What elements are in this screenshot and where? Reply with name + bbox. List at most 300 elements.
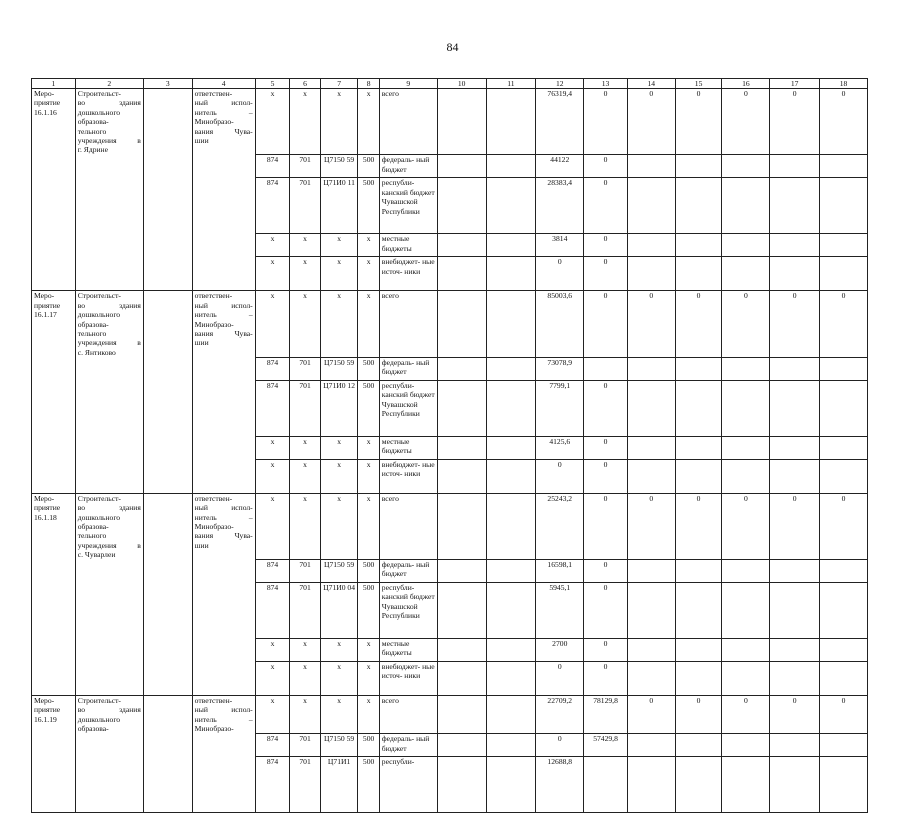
object-name-line: во здания — [77, 300, 141, 310]
executor-line: шии — [194, 338, 209, 348]
executor-line: Минобразо- — [194, 319, 234, 329]
empty-cell — [143, 178, 192, 234]
value-cell — [627, 234, 675, 257]
target-article-cell: х — [320, 436, 358, 459]
funding-source-cell: местные бюджеты — [379, 639, 437, 662]
table-row — [32, 436, 868, 459]
value-cell — [722, 560, 770, 583]
expense-type-cell: х — [358, 291, 379, 357]
object-name-cell — [75, 357, 143, 380]
value-cell: 0 — [627, 493, 675, 559]
value-cell: 0 — [584, 459, 628, 493]
value-cell: 0 — [536, 662, 584, 696]
section-cell: х — [290, 459, 321, 493]
column-number: 13 — [584, 79, 628, 89]
value-cell: 73078,9 — [536, 357, 584, 380]
value-cell — [820, 662, 868, 696]
value-cell — [486, 459, 536, 493]
value-cell — [486, 493, 536, 559]
object-name-cell — [75, 757, 143, 813]
empty-cell — [143, 639, 192, 662]
expense-type-cell: 500 — [358, 757, 379, 813]
table-row — [32, 696, 868, 734]
column-number: 10 — [437, 79, 486, 89]
value-cell — [770, 560, 820, 583]
value-cell: 0 — [584, 155, 628, 178]
executor-cell — [192, 757, 255, 813]
value-cell — [486, 357, 536, 380]
table-row — [32, 257, 868, 291]
executor-cell — [192, 696, 255, 734]
value-cell: 4125,6 — [536, 436, 584, 459]
value-cell — [675, 459, 722, 493]
empty-cell — [143, 436, 192, 459]
value-cell: 0 — [584, 257, 628, 291]
empty-cell — [143, 493, 192, 559]
event-label: Меро- — [34, 89, 55, 98]
target-article-cell: х — [320, 89, 358, 155]
value-cell — [437, 257, 486, 291]
empty-cell — [143, 291, 192, 357]
event-cell — [32, 734, 76, 757]
event-cell — [32, 357, 76, 380]
target-article-cell: х — [320, 493, 358, 559]
table-row — [32, 583, 868, 639]
funding-source-cell: федераль- ный бюджет — [379, 560, 437, 583]
empty-cell — [143, 357, 192, 380]
object-name-line: Строительст- — [77, 89, 121, 98]
column-number: 1 — [32, 79, 76, 89]
object-name-line: образова- — [77, 521, 109, 531]
column-number: 17 — [770, 79, 820, 89]
event-cell — [32, 257, 76, 291]
grbs-cell: х — [255, 639, 290, 662]
executor-line: нитель – — [194, 107, 253, 117]
value-cell — [627, 662, 675, 696]
value-cell: 0 — [627, 89, 675, 155]
value-cell: 0 — [584, 560, 628, 583]
grbs-cell: х — [255, 291, 290, 357]
value-cell — [627, 459, 675, 493]
executor-cell — [192, 155, 255, 178]
executor-cell — [192, 583, 255, 639]
empty-cell — [143, 560, 192, 583]
target-article-cell: х — [320, 696, 358, 734]
table-row — [32, 178, 868, 234]
value-cell: 3814 — [536, 234, 584, 257]
executor-line: ответствен- — [194, 493, 233, 503]
column-number: 12 — [536, 79, 584, 89]
value-cell: 25243,2 — [536, 493, 584, 559]
object-name-cell — [75, 639, 143, 662]
executor-line: ный испол- — [194, 503, 253, 513]
section-cell: 701 — [290, 560, 321, 583]
section-cell: х — [290, 436, 321, 459]
funding-source-cell: внебюджет- ные источ- ники — [379, 459, 437, 493]
grbs-cell: х — [255, 459, 290, 493]
budget-table — [31, 78, 868, 813]
expense-type-cell: х — [358, 234, 379, 257]
grbs-cell: х — [255, 493, 290, 559]
object-name-line: учреждения в — [77, 540, 141, 550]
object-name-cell — [75, 696, 143, 734]
value-cell: 0 — [722, 696, 770, 734]
value-cell — [627, 357, 675, 380]
value-cell — [486, 639, 536, 662]
target-article-cell: Ц7150 59 — [320, 357, 358, 380]
executor-cell — [192, 380, 255, 436]
section-cell: 701 — [290, 583, 321, 639]
value-cell — [437, 560, 486, 583]
section-cell: х — [290, 234, 321, 257]
section-cell: х — [290, 89, 321, 155]
funding-source-cell: республи- канский бюджет Чувашской Республики — [379, 380, 437, 436]
value-cell: 16598,1 — [536, 560, 584, 583]
object-name-line: образова- — [77, 117, 109, 127]
value-cell — [486, 257, 536, 291]
section-cell: 701 — [290, 357, 321, 380]
value-cell: 0 — [584, 234, 628, 257]
section-cell: 701 — [290, 380, 321, 436]
column-number: 5 — [255, 79, 290, 89]
executor-line: шии — [194, 136, 209, 146]
value-cell — [437, 493, 486, 559]
funding-source-cell: республи- — [379, 757, 437, 813]
event-label: приятие — [34, 503, 61, 513]
funding-source-cell: местные бюджеты — [379, 234, 437, 257]
object-name-line: дошкольного — [77, 714, 121, 724]
value-cell — [722, 459, 770, 493]
target-article-cell: х — [320, 291, 358, 357]
value-cell — [675, 757, 722, 813]
target-article-cell: х — [320, 459, 358, 493]
value-cell — [486, 734, 536, 757]
value-cell — [820, 380, 868, 436]
value-cell — [627, 257, 675, 291]
value-cell: 0 — [675, 89, 722, 155]
executor-cell — [192, 234, 255, 257]
value-cell: 0 — [675, 696, 722, 734]
expense-type-cell: 500 — [358, 178, 379, 234]
value-cell — [722, 178, 770, 234]
executor-cell — [192, 734, 255, 757]
funding-source-cell: федераль- ный бюджет — [379, 357, 437, 380]
value-cell: 0 — [536, 257, 584, 291]
value-cell — [675, 436, 722, 459]
column-number: 9 — [379, 79, 437, 89]
value-cell — [722, 662, 770, 696]
object-name-line: Строительст- — [77, 493, 121, 503]
event-cell — [32, 583, 76, 639]
event-cell — [32, 560, 76, 583]
value-cell: 0 — [722, 493, 770, 559]
executor-line: Минобразо- — [194, 521, 234, 531]
event-cell — [32, 696, 76, 734]
value-cell — [437, 89, 486, 155]
value-cell — [820, 357, 868, 380]
object-name-cell — [75, 436, 143, 459]
value-cell — [675, 155, 722, 178]
object-name-cell — [75, 493, 143, 559]
executor-line: нитель – — [194, 714, 253, 724]
column-number: 16 — [722, 79, 770, 89]
funding-source-cell: федераль- ный бюджет — [379, 734, 437, 757]
expense-type-cell: 500 — [358, 560, 379, 583]
value-cell: 0 — [584, 89, 628, 155]
value-cell: 0 — [627, 291, 675, 357]
value-cell — [675, 639, 722, 662]
value-cell — [437, 583, 486, 639]
event-label: приятие — [34, 300, 61, 310]
value-cell — [675, 357, 722, 380]
executor-cell — [192, 257, 255, 291]
value-cell — [820, 639, 868, 662]
value-cell — [722, 357, 770, 380]
event-cell — [32, 380, 76, 436]
executor-line: ный испол- — [194, 705, 253, 715]
table-row — [32, 560, 868, 583]
event-cell — [32, 662, 76, 696]
funding-source-cell: всего — [379, 493, 437, 559]
column-number: 15 — [675, 79, 722, 89]
value-cell: 0 — [584, 436, 628, 459]
table-row — [32, 757, 868, 813]
object-name-cell — [75, 662, 143, 696]
grbs-cell: х — [255, 662, 290, 696]
event-label: 16.1.17 — [34, 310, 57, 320]
executor-cell — [192, 89, 255, 155]
expense-type-cell: 500 — [358, 734, 379, 757]
event-label: 16.1.19 — [34, 714, 57, 724]
event-label: 16.1.18 — [34, 512, 57, 522]
target-article-cell: х — [320, 234, 358, 257]
value-cell: 5945,1 — [536, 583, 584, 639]
value-cell — [627, 155, 675, 178]
value-cell — [770, 639, 820, 662]
target-article-cell: Ц71И1 — [320, 757, 358, 813]
executor-line: Минобразо- — [194, 724, 234, 734]
section-cell: х — [290, 696, 321, 734]
grbs-cell: х — [255, 234, 290, 257]
value-cell: 22709,2 — [536, 696, 584, 734]
value-cell: 0 — [722, 291, 770, 357]
value-cell — [627, 757, 675, 813]
object-name-line: образова- — [77, 319, 109, 329]
object-name-cell — [75, 734, 143, 757]
value-cell — [437, 291, 486, 357]
funding-source-cell: республи- канский бюджет Чувашской Республики — [379, 178, 437, 234]
value-cell: 7799,1 — [536, 380, 584, 436]
expense-type-cell: х — [358, 436, 379, 459]
object-name-line: Строительст- — [77, 291, 121, 301]
object-name-line: с. Чуварлеи — [77, 550, 116, 560]
section-cell: х — [290, 639, 321, 662]
column-number: 3 — [143, 79, 192, 89]
event-cell — [32, 155, 76, 178]
funding-source-cell: местные бюджеты — [379, 436, 437, 459]
value-cell — [770, 380, 820, 436]
grbs-cell: х — [255, 436, 290, 459]
value-cell: 85003,6 — [536, 291, 584, 357]
object-name-line: учреждения в — [77, 338, 141, 348]
value-cell — [820, 155, 868, 178]
object-name-cell — [75, 155, 143, 178]
table-row — [32, 234, 868, 257]
value-cell — [722, 583, 770, 639]
value-cell — [486, 757, 536, 813]
value-cell: 0 — [770, 493, 820, 559]
empty-cell — [143, 459, 192, 493]
value-cell — [770, 436, 820, 459]
value-cell: 0 — [584, 493, 628, 559]
value-cell — [675, 734, 722, 757]
empty-cell — [143, 155, 192, 178]
table-row — [32, 493, 868, 559]
value-cell: 0 — [820, 493, 868, 559]
target-article-cell: х — [320, 257, 358, 291]
object-name-line: дошкольного — [77, 107, 121, 117]
object-name-cell — [75, 380, 143, 436]
table-row — [32, 155, 868, 178]
expense-type-cell: х — [358, 696, 379, 734]
funding-source-cell: всего — [379, 696, 437, 734]
executor-cell — [192, 178, 255, 234]
value-cell — [820, 436, 868, 459]
value-cell: 0 — [584, 291, 628, 357]
object-name-cell — [75, 560, 143, 583]
grbs-cell: 874 — [255, 560, 290, 583]
value-cell — [486, 380, 536, 436]
value-cell — [770, 357, 820, 380]
event-cell — [32, 436, 76, 459]
grbs-cell: 874 — [255, 357, 290, 380]
object-name-line: во здания — [77, 705, 141, 715]
object-name-cell — [75, 257, 143, 291]
table-row — [32, 291, 868, 357]
value-cell — [722, 734, 770, 757]
executor-cell — [192, 459, 255, 493]
value-cell: 0 — [770, 696, 820, 734]
value-cell — [820, 560, 868, 583]
section-cell: х — [290, 257, 321, 291]
section-cell: х — [290, 662, 321, 696]
section-cell: 701 — [290, 757, 321, 813]
funding-source-cell: всего — [379, 291, 437, 357]
value-cell — [437, 757, 486, 813]
target-article-cell: Ц71И0 11 — [320, 178, 358, 234]
value-cell: 0 — [584, 583, 628, 639]
event-label: Меро- — [34, 493, 55, 503]
object-name-line: во здания — [77, 98, 141, 108]
value-cell: 2700 — [536, 639, 584, 662]
value-cell — [770, 459, 820, 493]
section-cell: х — [290, 291, 321, 357]
section-cell: 701 — [290, 155, 321, 178]
empty-cell — [143, 380, 192, 436]
value-cell — [437, 696, 486, 734]
empty-cell — [143, 89, 192, 155]
header-row — [32, 79, 868, 89]
value-cell: 0 — [820, 89, 868, 155]
value-cell — [486, 560, 536, 583]
value-cell — [627, 639, 675, 662]
value-cell — [627, 560, 675, 583]
value-cell — [486, 155, 536, 178]
grbs-cell: 874 — [255, 583, 290, 639]
expense-type-cell: 500 — [358, 380, 379, 436]
value-cell: 0 — [820, 696, 868, 734]
value-cell — [486, 178, 536, 234]
value-cell — [770, 257, 820, 291]
executor-cell — [192, 493, 255, 559]
funding-source-cell: внебюджет- ные источ- ники — [379, 662, 437, 696]
value-cell — [486, 436, 536, 459]
executor-cell — [192, 357, 255, 380]
expense-type-cell: х — [358, 89, 379, 155]
executor-cell — [192, 662, 255, 696]
empty-cell — [143, 234, 192, 257]
event-label: приятие — [34, 705, 61, 715]
grbs-cell: 874 — [255, 380, 290, 436]
value-cell: 78129,8 — [584, 696, 628, 734]
funding-source-cell: федераль- ный бюджет — [379, 155, 437, 178]
value-cell — [820, 178, 868, 234]
value-cell — [437, 357, 486, 380]
value-cell: 0 — [675, 493, 722, 559]
event-cell — [32, 291, 76, 357]
table-row — [32, 380, 868, 436]
value-cell — [770, 734, 820, 757]
value-cell — [627, 436, 675, 459]
empty-cell — [143, 257, 192, 291]
section-cell: 701 — [290, 178, 321, 234]
executor-line: ответствен- — [194, 89, 233, 98]
value-cell — [820, 459, 868, 493]
executor-cell — [192, 436, 255, 459]
event-label: приятие — [34, 98, 61, 108]
executor-cell — [192, 639, 255, 662]
funding-source-cell: внебюджет- ные источ- ники — [379, 257, 437, 291]
target-article-cell: Ц7150 59 — [320, 734, 358, 757]
value-cell — [486, 696, 536, 734]
value-cell — [675, 257, 722, 291]
value-cell — [770, 155, 820, 178]
value-cell: 0 — [536, 734, 584, 757]
value-cell — [820, 757, 868, 813]
executor-line: нитель – — [194, 512, 253, 522]
value-cell: 0 — [584, 380, 628, 436]
grbs-cell: х — [255, 696, 290, 734]
value-cell — [486, 291, 536, 357]
value-cell — [770, 662, 820, 696]
expense-type-cell: х — [358, 639, 379, 662]
value-cell — [437, 662, 486, 696]
column-number: 4 — [192, 79, 255, 89]
event-cell — [32, 459, 76, 493]
funding-source-cell: республи- канский бюджет Чувашской Республики — [379, 583, 437, 639]
executor-line: ответствен- — [194, 696, 233, 706]
value-cell — [820, 583, 868, 639]
empty-cell — [143, 696, 192, 734]
expense-type-cell: х — [358, 493, 379, 559]
value-cell — [675, 380, 722, 436]
target-article-cell: Ц71И0 04 — [320, 583, 358, 639]
value-cell — [627, 734, 675, 757]
value-cell — [627, 178, 675, 234]
executor-cell — [192, 560, 255, 583]
executor-line: вания Чува- — [194, 531, 253, 541]
value-cell — [820, 734, 868, 757]
